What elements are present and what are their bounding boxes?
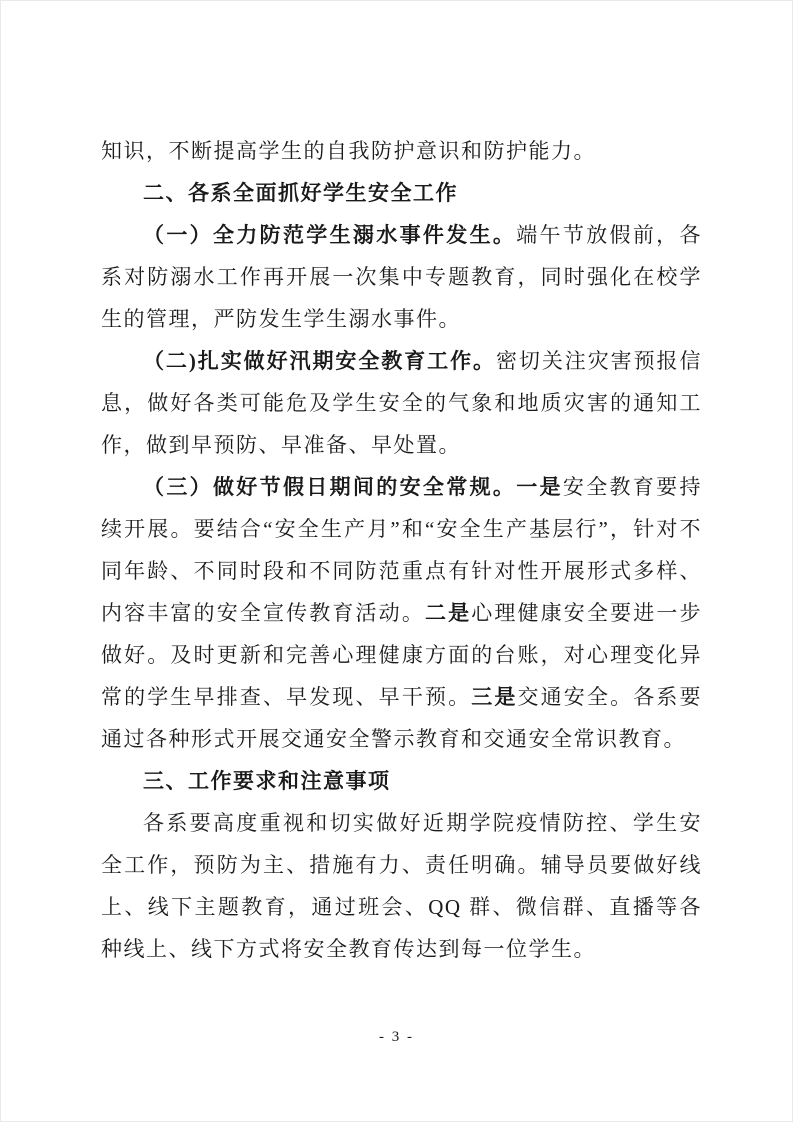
page-body-text [101, 130, 702, 970]
bold-text-run: （一）全力防范学生溺水事件发生。 [143, 223, 517, 247]
bold-text-run: 一是 [516, 475, 563, 499]
paragraph [101, 802, 702, 970]
paragraph [101, 214, 702, 340]
bold-text-run: 三、工作要求和注意事项 [143, 769, 391, 793]
text-run: 密切关注灾害预报信息，做好各类可能危及学生安全的气象和地质灾害的通知工作，做到早预防、早准备、早处置。 [101, 349, 702, 457]
bold-text-run: 三是 [471, 685, 518, 709]
bold-text-run: （三）做好节假日期间的安全常规。 [143, 475, 517, 499]
paragraph [101, 466, 702, 760]
section-heading [101, 760, 702, 802]
text-run: 心理健康安全要进一步做好。及时更新和完善心理健康方面的台账，对心理变化异常的学生早排查、早发现、早干预。 [101, 601, 703, 709]
bold-text-run: （二)扎实做好汛期安全教育工作。 [143, 349, 496, 373]
section-heading [101, 172, 702, 214]
text-run: 安全教育要持续开展。要结合“安全生产月”和“安全生产基层行”，针对不同年龄、不同时段和不同防范重点有针对性开展形式多样、内容丰富的安全宣传教育活动。 [101, 475, 703, 625]
bold-text-run: 二是 [424, 601, 472, 625]
text-run: 交通安全。各系要通过各种形式开展交通安全警示教育和交通安全常识教育。 [101, 685, 703, 751]
page-number: - 3 - [379, 1029, 414, 1045]
bold-text-run: 二、各系全面抓好学生安全工作 [143, 181, 458, 205]
text-run: 各系要高度重视和切实做好近期学院疫情防控、学生安全工作，预防为主、措施有力、责任明确。辅导员要做好线上、线下主题教育，通过班会、QQ 群、微信群、直播等各种线上、线下方式将安全教育传达到每一位学生。 [101, 811, 702, 961]
text-run: 端午节放假前，各系对防溺水工作再开展一次集中专题教育，同时强化在校学生的管理，严防发生学生溺水事件。 [101, 223, 703, 331]
paragraph [101, 130, 702, 172]
text-run: 知识，不断提高学生的自我防护意识和防护能力。 [101, 139, 596, 163]
paragraph [101, 340, 702, 466]
